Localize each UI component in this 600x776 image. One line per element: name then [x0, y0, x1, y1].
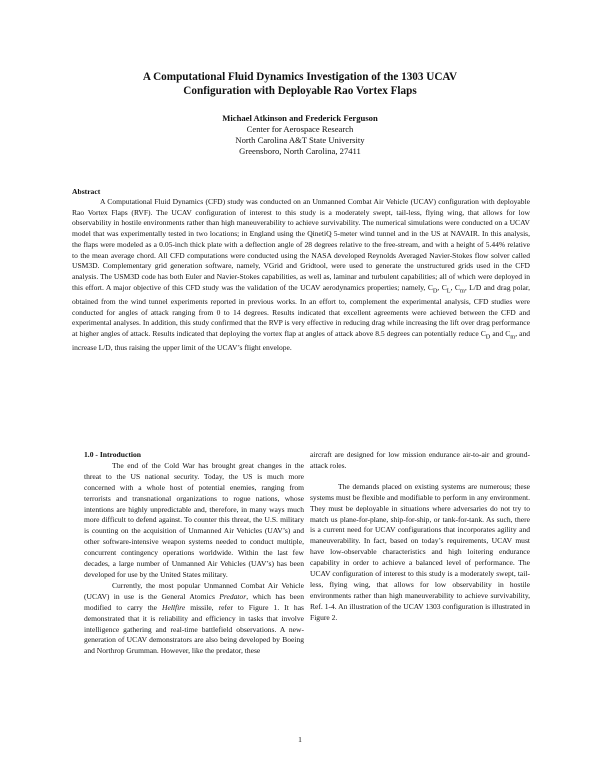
- affiliation-line: North Carolina A&T State University: [235, 135, 365, 145]
- subscript: D: [485, 333, 491, 341]
- intro-paragraph-2: [84, 581, 304, 657]
- title-line-1: A Computational Fluid Dynamics Investigation of the 1303 UCAV: [142, 71, 458, 83]
- abstract-body: [72, 197, 530, 354]
- abstract-text: A Computational Fluid Dynamics (CFD) study was conducted on an Unmanned Combat Air Vehicle (UCAV) configuration with deployable Rao Vortex Flaps (RVF). The UCAV configuration of interest to this study is a moderately swept, tail-less, flying wing, that allows for low observability in hostile environments rather than high maneuverability to achieve survivability. The numerical simulations were conducted on a UCAV model that was experimentally tested in two locations; in England using the QinetiQ 5-meter wind tunnel and in the US at NAVAIR. In this analysis, the flaps were modeled as a 0.05-inch thick plate with a deflection angle of 28 degrees relative to the free-stream, and with a height of 5.44% relative to the mean average chord. All CFD computations were conducted using the NASA developed Reynolds Averaged Navier-Stokes flow solver called USM3D. Complementary grid generation software, namely, VGrid and Gridtool, were used to generate the unstructured grids used in the CFD analysis. The USM3D code has both Euler and Navier-Stokes capabilities, as well as, laminar and turbulent capabilities; all of which were deployed in this effort. A major objective of this CFD study was the validation of the UCAV aerodynamics properties; namely, C: [72, 197, 530, 292]
- hellfire-italic: Hellfire: [162, 602, 186, 612]
- intro-paragraph-1: The end of the Cold War has brought great changes in the threat to the US national security. Today, the US is much more concerned with a whole host of potential enemies, ranging from terrorists and transnational organizations to rogue nations, whose intentions are highly unpredictable and, therefore, in many ways much more difficult to defend against. To counter this threat, the U.S. military is counting on the acquisition of Unmanned Air Vehicles (UAV’s) and other software-intensive weapon systems needed to conduct multiple, concurrent contingency operations worldwide. Within the last few decades, a large number of Unmanned Air Vehicles (UAV’s) has been developed for use by the United States military.: [84, 460, 304, 579]
- affiliation-line: Greensboro, North Carolina, 27411: [239, 146, 361, 156]
- paragraph-text: missile, refer to Figure 1. It has demonstrated that it is reliability and efficiency in tasks that involve intelligence gathering and real-time battlefield observations. A new-generation of UCAV demonstrators are also being developed by Boeing and Northrop Grumman. However, like the predator, these: [84, 602, 304, 656]
- abstract-text: , and increase L/D, thus raising the upper limit of the UCAV’s flight envelope.: [72, 328, 530, 353]
- affiliation-line: Center for Aerospace Research: [246, 124, 354, 134]
- intro-paragraph-3: The demands placed on existing systems are numerous; these systems must be flexible and modifiable to perform in any environment. They must be deployable in situations where adversaries do not try to match us plane-for-plane, ship-for-ship, or tank-for-tank. As such, there is a current need for UCAV configurations that incorporates agility and maneuverability. In fact, based on today’s requirements, UCAV must have low-observable characteristics and high loitering endurance capability in order to achieve a balanced level of performance. The UCAV configuration of interest to this study is a moderately swept, tail-less, flying wing, that allows for low observability in hostile environments rather than high maneuverability to achieve survivability, Ref. 1-4. An illustration of the UCAV 1303 configuration is illustrated in Figure 2.: [310, 481, 530, 622]
- abstract-text: and C: [490, 328, 511, 338]
- subscript: m: [510, 333, 516, 341]
- left-column: [84, 450, 304, 657]
- page-number: 1: [298, 735, 302, 744]
- subscript: m: [459, 287, 465, 295]
- abstract-text: , C: [450, 282, 460, 292]
- abstract-text: , C: [437, 282, 447, 292]
- right-column: [310, 450, 530, 624]
- section-heading-introduction: 1.0 - Introduction: [84, 450, 142, 459]
- subscript: L: [446, 287, 451, 295]
- paper-title: [60, 70, 540, 98]
- abstract-text: , L/D and drag polar, obtained from the wind tunnel experiments reported in previous works. In an effort to, complement the experimental analysis, CFD studies were conducted for angles of attack ranging from 0 to 14 degrees. Results indicated that excellent agreements were achieved between the CFD and experimental analyses. In addition, this study confirmed that the RVP is very effective in reducing drag while increasing the lift over drag performance at higher angles of attack. Results indicated that deploying the vortex flap at angles of attack above 8.5 degrees can potentially reduce C: [72, 282, 530, 338]
- subscript: D: [432, 287, 438, 295]
- author-affiliation: [60, 124, 540, 157]
- title-line-2: Configuration with Deployable Rao Vortex Flaps: [183, 85, 417, 97]
- intro-paragraph-continued: aircraft are designed for low mission endurance air-to-air and ground-attack roles.: [310, 450, 530, 470]
- predator-italic: Predator: [219, 591, 247, 601]
- abstract-heading: Abstract: [72, 187, 101, 196]
- author-names: Michael Atkinson and Frederick Ferguson: [222, 113, 378, 123]
- paragraph-text: Currently, the most popular Unmanned Combat Air Vehicle (UCAV) in use is the General Atomics: [84, 580, 304, 601]
- paragraph-text: , which has been modified to carry the: [84, 591, 304, 612]
